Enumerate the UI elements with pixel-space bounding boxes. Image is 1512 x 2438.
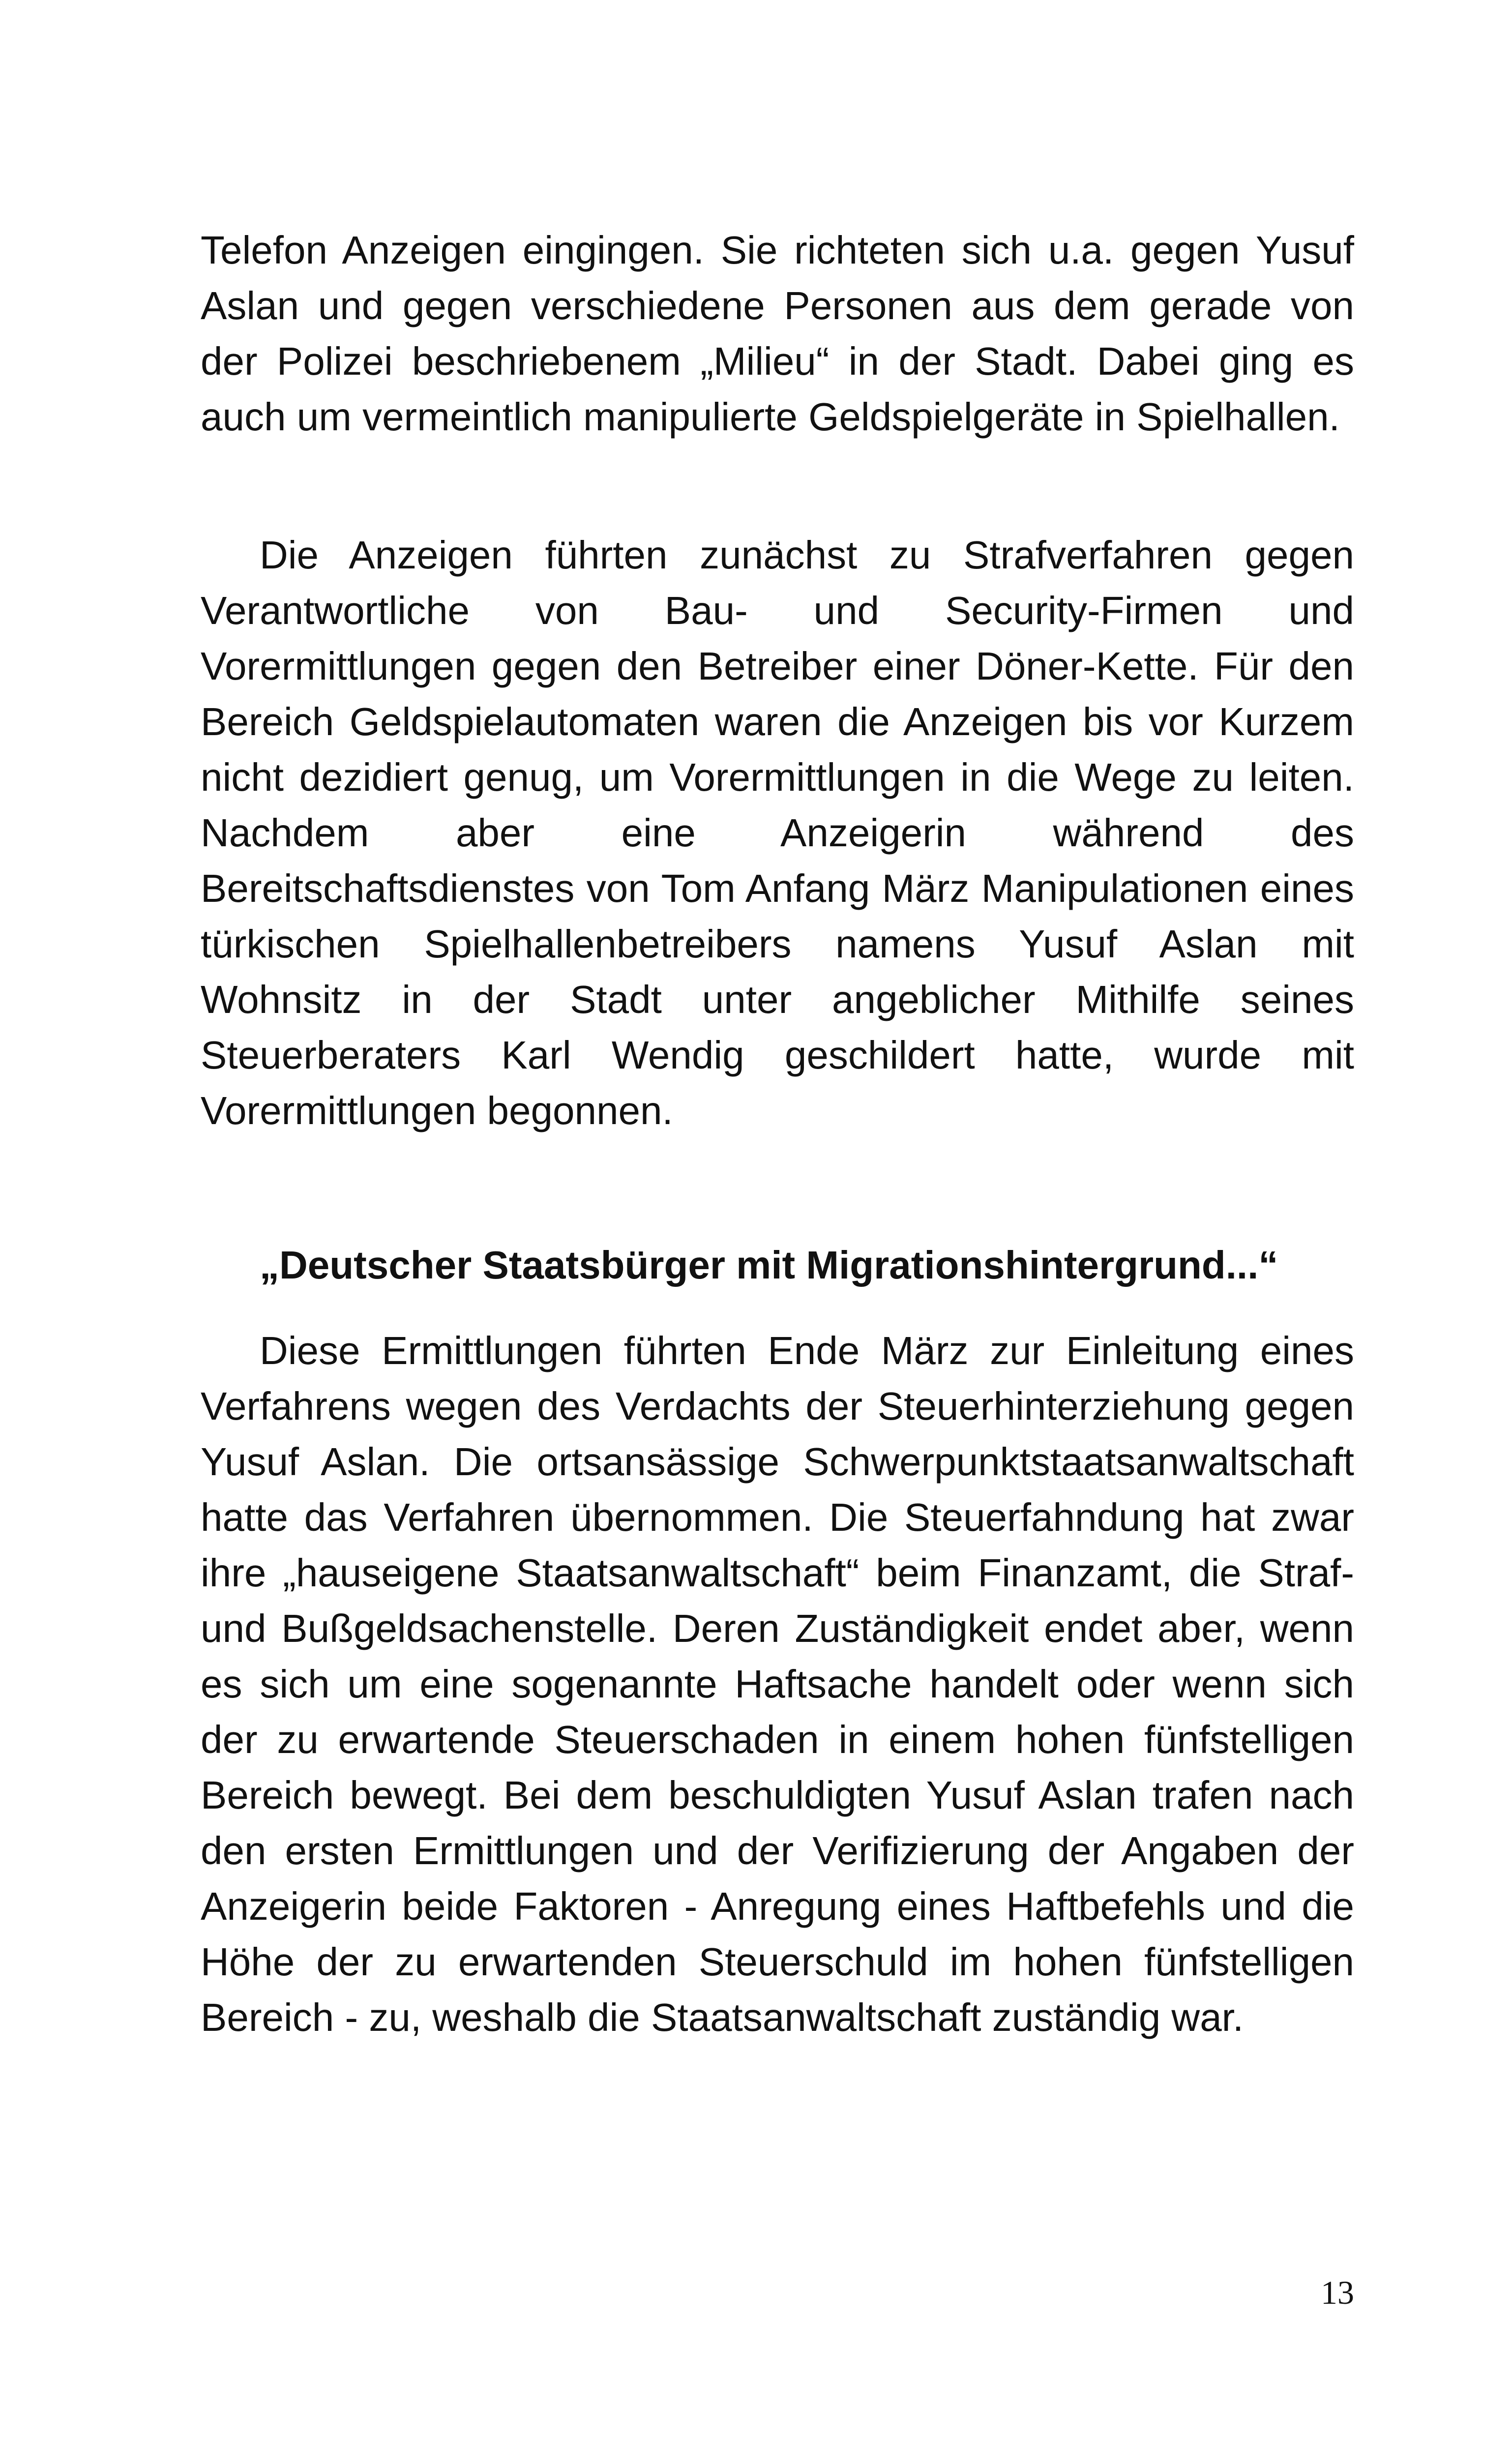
paragraph-anzeigen bbox=[201, 527, 1354, 1138]
paragraph-continued bbox=[201, 222, 1354, 445]
paragraph-ermittlungen bbox=[201, 1323, 1354, 2045]
paragraph-text: Die Anzeigen führten zunächst zu Strafverfahren gegen Verantwortliche von Bau- und Security-Firmen und Vorermittlungen gegen den Betreiber einer Döner-Kette. Für den Bereich Geldspielautomaten waren die Anzeigen bis vor Kurzem nicht dezidiert genug, um Vorermittlungen in die Wege zu leiten. Nachdem aber eine Anzeigerin während des Bereitschaftsdienstes von Tom Anfang März Manipulationen eines türkischen Spielhallenbetreibers namens Yusuf Aslan mit Wohnsitz in der Stadt unter angeblicher Mithilfe seines Steuerberaters Karl Wendig geschildert hatte, wurde mit Vorermittlungen begonnen. bbox=[201, 533, 1354, 1132]
paragraph-text: Telefon Anzeigen eingingen. Sie richteten sich u.a. gegen Yusuf Aslan und gegen verschiedene Personen aus dem gerade von der Polizei beschriebenem „Milieu“ in der Stadt. Dabei ging es auch um vermeintlich manipulierte Geldspielgeräte in Spielhallen. bbox=[201, 228, 1354, 439]
page-number: 13 bbox=[1321, 2274, 1354, 2311]
paragraph-text: Diese Ermittlungen führten Ende März zur Einleitung eines Verfahrens wegen des Verdachts der Steuerhinterziehung gegen Yusuf Aslan. Die ortsansässige Schwerpunktstaatsanwaltschaft hatte das Verfahren übernommen. Die Steuerfahndung hat zwar ihre „hauseigene Staatsanwaltschaft“ beim Finanzamt, die Straf- und Bußgeldsachenstelle. Deren Zuständigkeit endet aber, wenn es sich um eine sogenannte Haftsache handelt oder wenn sich der zu erwartende Steuerschaden in einem hohen fünfstelligen Bereich bewegt. Bei dem beschuldigten Yusuf Aslan trafen nach den ersten Ermittlungen und der Verifizierung der Angaben der Anzeigerin beide Faktoren - Anregung eines Haftbefehls und die Höhe der zu erwartenden Steuerschuld im hohen fünfstelligen Bereich - zu, weshalb die Staatsanwaltschaft zuständig war. bbox=[201, 1329, 1354, 2039]
section-heading: „Deutscher Staatsbürger mit Migrationshintergrund...“ bbox=[260, 1243, 1278, 1287]
